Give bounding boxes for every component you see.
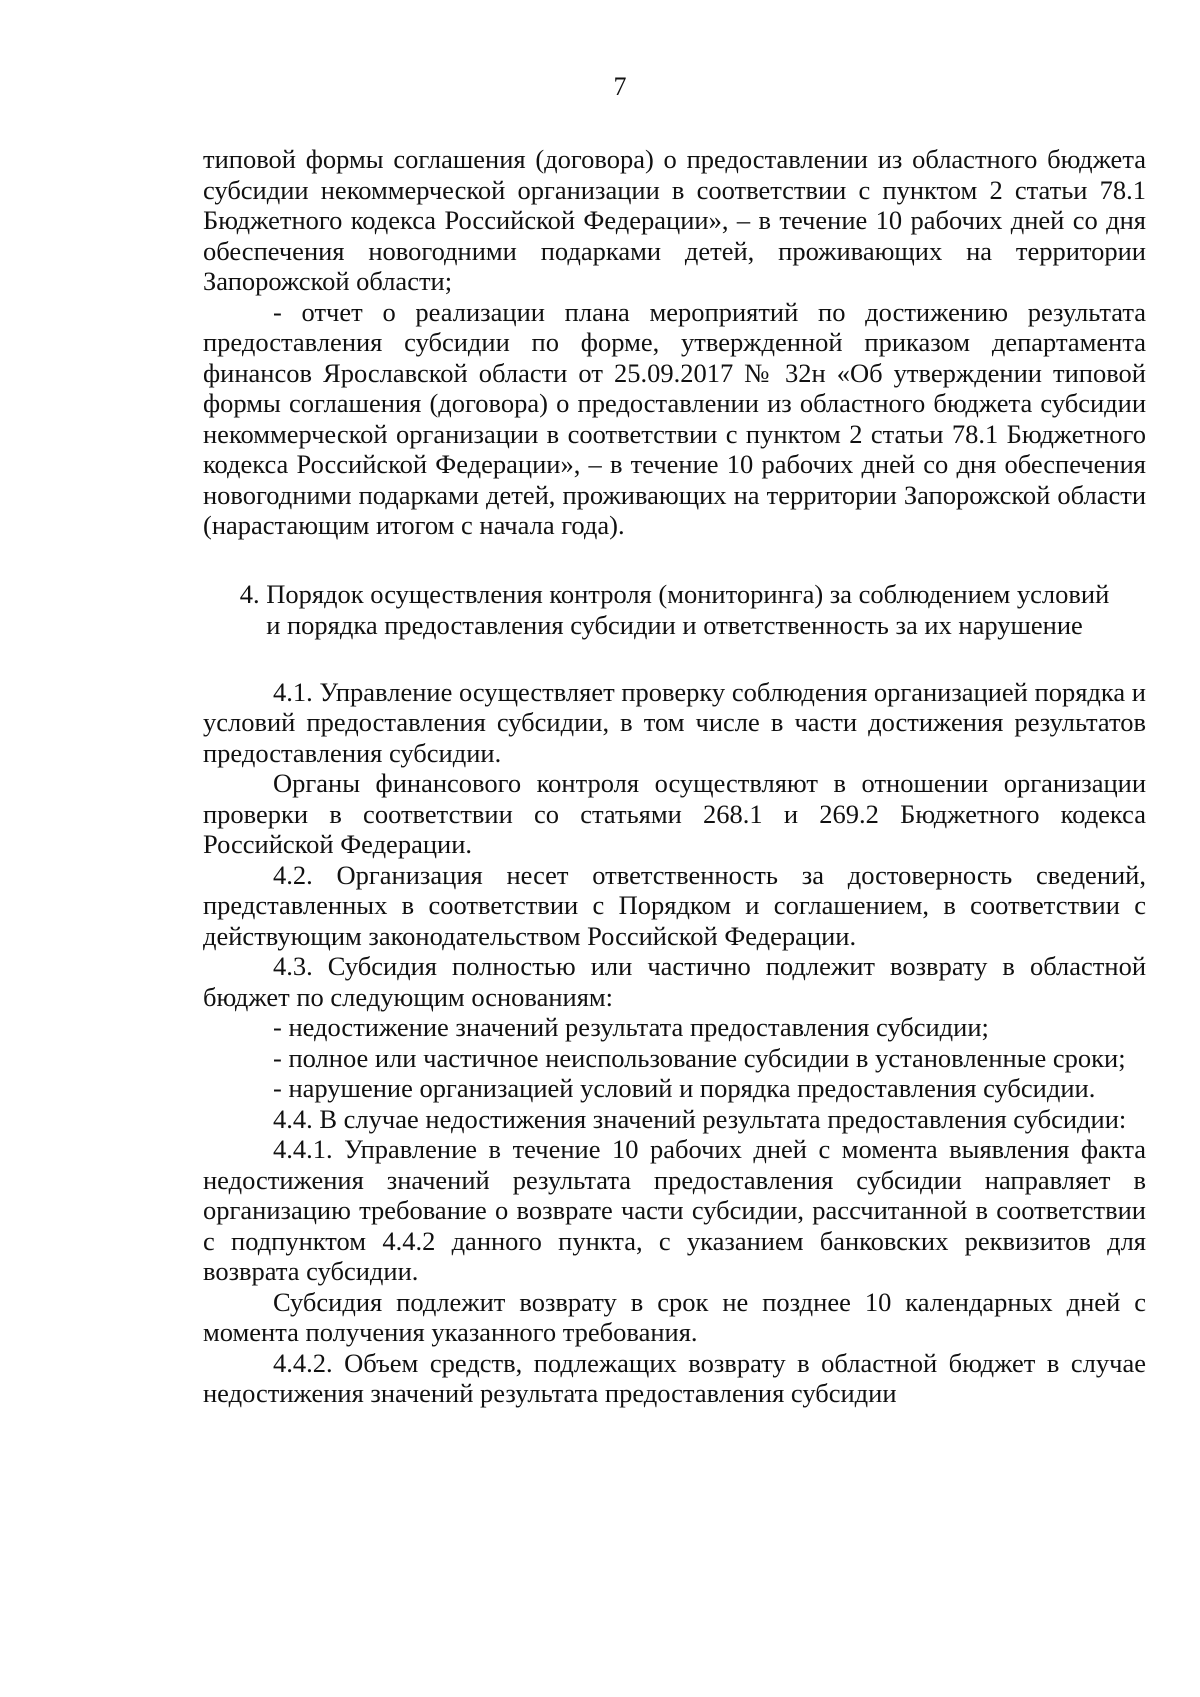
section-heading — [203, 579, 1146, 641]
paragraph-4-4: 4.4. В случае недостижения значений результата предоставления субсидии: — [273, 1103, 1127, 1134]
page-number: 7 — [613, 72, 627, 101]
paragraph-report-item: - отчет о реализации плана мероприятий по достижению результата предоставления субсидии по форме, утвержденной приказом департамента финансов Ярославской области от 25.09.2017 № 32н «Об утверждении типовой формы соглашения (договора) о предоставлении из областного бюджета субсидии некоммерческой организации в соответствии с пунктом 2 статьи 78.1 Бюджетного кодекса Российской Федерации», – в течение 10 рабочих дней со дня обеспечения новогодними подарками детей, проживающих на территории Запорожской области (нарастающим итогом с начала года). — [203, 296, 1146, 540]
section-heading-line-2: и порядка предоставления субсидии и ответственность за их нарушение — [266, 609, 1083, 640]
paragraph-4-3: 4.3. Субсидия полностью или частично подлежит возврату в областной бюджет по следующим основаниям: — [203, 951, 1146, 1012]
list-item-violation: - нарушение организацией условий и порядка предоставления субсидии. — [273, 1073, 1096, 1103]
paragraph-4-2: 4.2. Организация несет ответственность за достоверность сведений, представленных в соответствии с Порядком и соглашением, в соответствии с действующим законодательством Российской Федерации. — [203, 859, 1146, 951]
paragraph-continuation: типовой формы соглашения (договора) о предоставлении из областного бюджета субсидии некоммерческой организации в соответствии с пунктом 2 статьи 78.1 Бюджетного кодекса Российской Федерации», – в течение 10 рабочих дней со дня обеспечения новогодними подарками детей, проживающих на территории Запорожской области; — [203, 144, 1146, 296]
section-heading-line-1: 4. Порядок осуществления контроля (мониторинга) за соблюдением условий — [239, 578, 1110, 609]
paragraph-4-4-2: 4.4.2. Объем средств, подлежащих возврату в областной бюджет в случае недостижения значений результата предоставления субсидии — [203, 1347, 1146, 1408]
paragraph-4-1: 4.1. Управление осуществляет проверку соблюдения организацией порядка и условий предоставления субсидии, в том числе в части достижения результатов предоставления субсидии. — [203, 676, 1146, 768]
list-item-non-use: - полное или частичное неиспользование субсидии в установленные сроки; — [273, 1042, 1126, 1073]
paragraph-financial-control: Органы финансового контроля осуществляют в отношении организации проверки в соответствии со статьями 268.1 и 269.2 Бюджетного кодекса Российской Федерации. — [203, 768, 1146, 859]
document-body — [203, 144, 1146, 1409]
list-item-non-achievement: - недостижение значений результата предоставления субсидии; — [273, 1012, 989, 1042]
paragraph-4-4-1: 4.4.1. Управление в течение 10 рабочих дней с момента выявления факта недостижения значений результата предоставления субсидии направляет в организацию требование о возврате части субсидии, рассчитанной в соответствии с подпунктом 4.4.2 данного пункта, с указанием банковских реквизитов для возврата субсидии. — [203, 1134, 1146, 1286]
paragraph-refund-deadline: Субсидия подлежит возврату в срок не позднее 10 календарных дней с момента получения указанного требования. — [203, 1286, 1146, 1347]
